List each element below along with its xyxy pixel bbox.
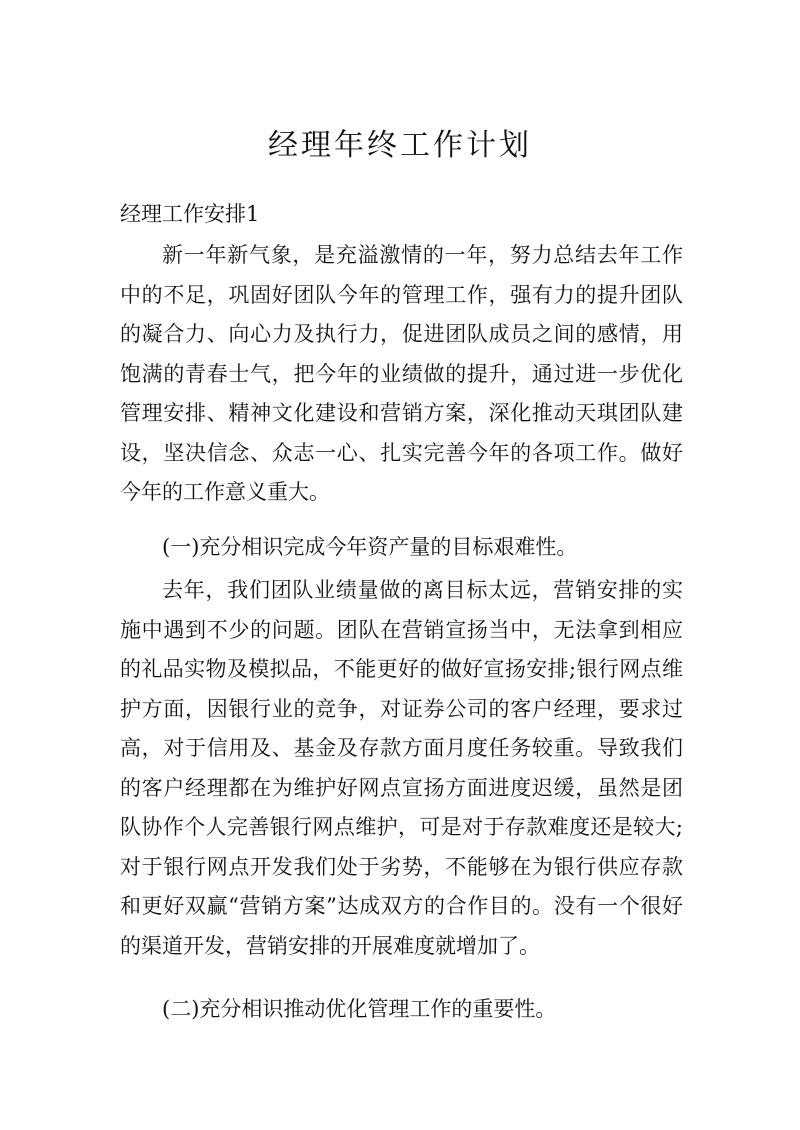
paragraph-intro: 新一年新气象，是充溢激情的一年，努力总结去年工作中的不足，巩固好团队今年的管理工作，强有力的提升团队的凝合力、向心力及执行力，促进团队成员之间的感情，用饱满的青春士气，把今年的业绩做的提升，通过进一步优化管理安排、精神文化建设和营销方案，深化推动天琪团队建设，坚决信念、众志一心、扎实完善今年的各项工作。做好今年的工作意义重大。 xyxy=(120,243,683,504)
subheading-two: (二)充分相识推动优化管理工作的重要性。 xyxy=(162,997,557,1021)
document-title: 经理年终工作计划 xyxy=(268,128,532,163)
subheading-one: (一)充分相识完成今年资产量的目标艰难性。 xyxy=(162,535,578,559)
section-heading: 经理工作安排1 xyxy=(120,202,260,226)
paragraph-last-year: 去年，我们团队业绩量做的离目标太远，营销安排的实施中遇到不少的问题。团队在营销宣扬当中，无法拿到相应的礼品实物及模拟品，不能更好的做好宣扬安排;银行网点维护方面，因银行业的竞争，对证券公司的客户经理，要求过高，对于信用及、基金及存款方面月度任务较重。导致我们的客户经理都在为维护好网点宣扬方面进度迟缓，虽然是团队协作个人完善银行网点维护，可是对于存款难度还是较大;对于银行网点开发我们处于劣势，不能够在为银行供应存款和更好双赢“营销方案”达成双方的合作目的。没有一个很好的渠道开发，营销安排的开展难度就增加了。 xyxy=(120,578,683,958)
